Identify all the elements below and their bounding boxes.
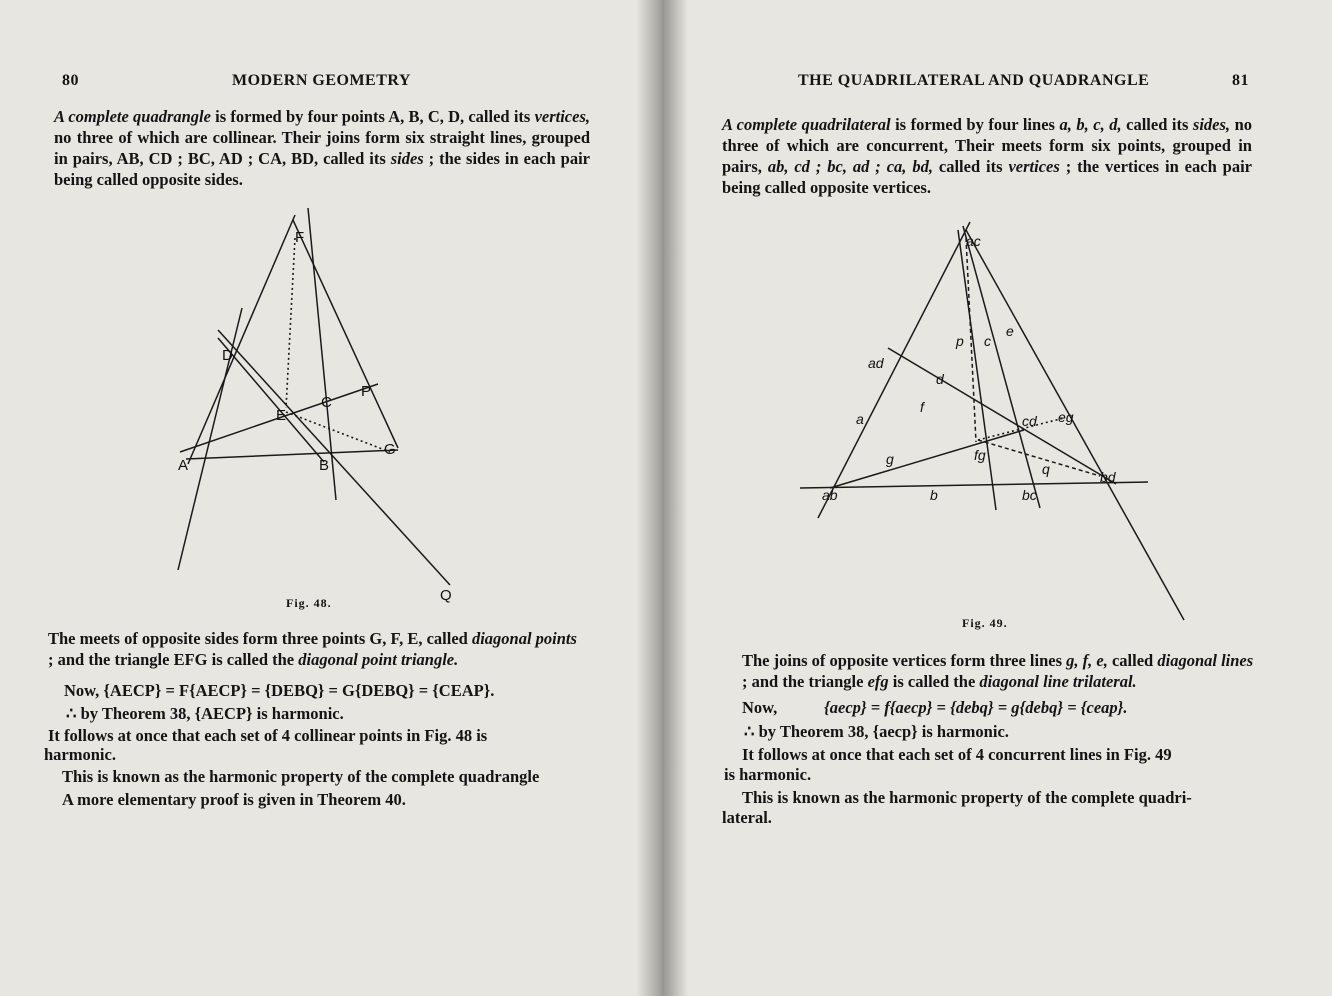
left-known-line: This is known as the harmonic property of the complete quadrangle [62,767,540,786]
fig48-dotted-EG [286,412,390,452]
left-now-line: Now, {AECP} = F{AECP} = {DEBQ} = G{DEBQ} = {CEAP}. [64,681,495,700]
fig48-line-AF [188,215,295,464]
fig48-caption: Fig. 48. [286,596,332,610]
right-page-number: 81 [1232,72,1249,89]
fig49-line-a [818,222,970,518]
label-B: B [319,457,330,474]
term-sides-right: sides, [1192,115,1231,134]
term-vertices-right: vertices [1008,157,1060,176]
left-running-head: MODERN GEOMETRY [232,72,411,89]
fig48-dotted-FE [286,238,295,408]
label-C: C [321,394,332,411]
left-page [0,0,640,996]
right-therefore-line: ∴ by Theorem 38, {aecp} is harmonic. [744,722,1009,741]
qdef-text-4: called its [932,157,1009,176]
label-e: e [1006,323,1014,339]
label-q: q [1042,461,1050,477]
left-diagonal-paragraph [48,628,586,670]
fig48-line-DQ [218,330,450,585]
label-D: D [222,347,233,364]
right-known-line-1: This is known as the harmonic property of the complete quadri- [742,788,1192,807]
right-follows-line-1: It follows at once that each set of 4 concurrent lines in Fig. 49 [742,745,1172,764]
label-ad: ad [868,355,884,371]
label-bc: bc [1022,487,1037,503]
qdiag-text-2: called [1107,651,1158,670]
def-text-1: is formed by four points A, B, C, D, called its [210,107,535,126]
label-d: d [936,371,944,387]
fig48-line-DB [218,338,324,462]
def-text-3: ; the sides in each pair being called opposite sides. [54,149,591,189]
label-G: G [384,441,396,458]
left-definition-paragraph [54,106,590,190]
qdef-text-5: ; the vertices in each pair being called opposite vertices. [722,157,1252,197]
qdiag-text-4: is called the [888,672,980,691]
right-diagonal-paragraph [742,650,1254,692]
left-follows-line-2: harmonic. [44,745,116,764]
term-complete-quadrilateral: A complete quadrilateral [722,115,891,134]
label-a: a [856,411,864,427]
term-vertices: vertices, [534,107,590,126]
right-definition-paragraph [722,114,1252,198]
figure-48 [150,200,480,610]
label-p: p [956,333,964,349]
right-page [688,0,1332,996]
right-now-label: Now, [742,698,778,717]
label-P: P [361,383,372,400]
book-gutter [636,0,688,996]
qdef-lines: a, b, c, d, [1059,115,1122,134]
figure-49 [788,218,1218,628]
label-cd: cd [1022,413,1037,429]
term-diagonal-point-triangle: diagonal point triangle. [298,650,459,669]
label-c: c [984,333,991,349]
right-follows-line-2: is harmonic. [724,765,812,784]
qdef-text-1: is formed by four lines [890,115,1060,134]
fig48-line-FG [293,220,398,448]
qdiag-efg: efg [867,672,889,691]
label-F: F [295,229,305,246]
qdiag-lines: g, f, e, [1066,651,1108,670]
qdef-pairs: ab, cd ; bc, ad ; ca, bd, [767,157,933,176]
fig49-caption: Fig. 49. [962,616,1008,630]
fig49-line-c [963,226,1040,508]
fig48-line-AG [186,450,398,459]
term-diagonal-points: diagonal points [471,629,577,648]
fig49-line-b [800,482,1148,488]
diag-text-2: ; and the triangle EFG is called the [48,650,299,669]
left-follows-line-1: It follows at once that each set of 4 collinear points in Fig. 48 is [48,726,488,745]
label-b: b [930,487,938,503]
label-E: E [276,407,287,424]
right-known-line-2: lateral. [722,808,772,827]
label-f: f [920,399,924,415]
qdiag-text-1: The joins of opposite vertices form three lines [742,651,1067,670]
term-complete-quadrangle: A complete quadrangle [54,107,211,126]
left-proof-line: A more elementary proof is given in Theorem 40. [62,790,406,809]
fig49-line-e [966,230,1184,620]
fig49-dashed-q [978,440,1100,476]
diag-text-1: The meets of opposite sides form three points G, F, E, called [48,629,472,648]
qdef-text-2: called its [1121,115,1193,134]
label-ac: ac [966,233,981,249]
label-Q: Q [440,587,452,604]
label-bd: bd [1100,469,1116,485]
right-now-expression: {aecp} = f{aecp} = {debq} = g{debq} = {ceap}. [824,698,1128,717]
term-diagonal-line-trilateral: diagonal line trilateral. [979,672,1137,691]
label-A: A [178,457,189,474]
left-therefore-line: ∴ by Theorem 38, {AECP} is harmonic. [66,704,344,723]
label-eg: eg [1058,409,1074,425]
term-sides: sides [390,149,424,168]
left-page-number: 80 [62,72,79,89]
label-ab: ab [822,487,838,503]
def-text-2: no three of which are collinear. Their joins form six straight lines, grouped in pairs, AB, CD ; BC, AD ; CA, BD, called its [54,128,590,168]
term-diagonal-lines: diagonal lines [1157,651,1254,670]
qdef-text-3: no three of which are concurrent, Their meets form six points, grouped in pairs, [722,115,1252,176]
label-g: g [886,451,894,467]
right-running-head: THE QUADRILATERAL AND QUADRANGLE [798,72,1150,89]
qdiag-text-3: ; and the triangle [742,672,868,691]
label-fg: fg [974,447,986,463]
